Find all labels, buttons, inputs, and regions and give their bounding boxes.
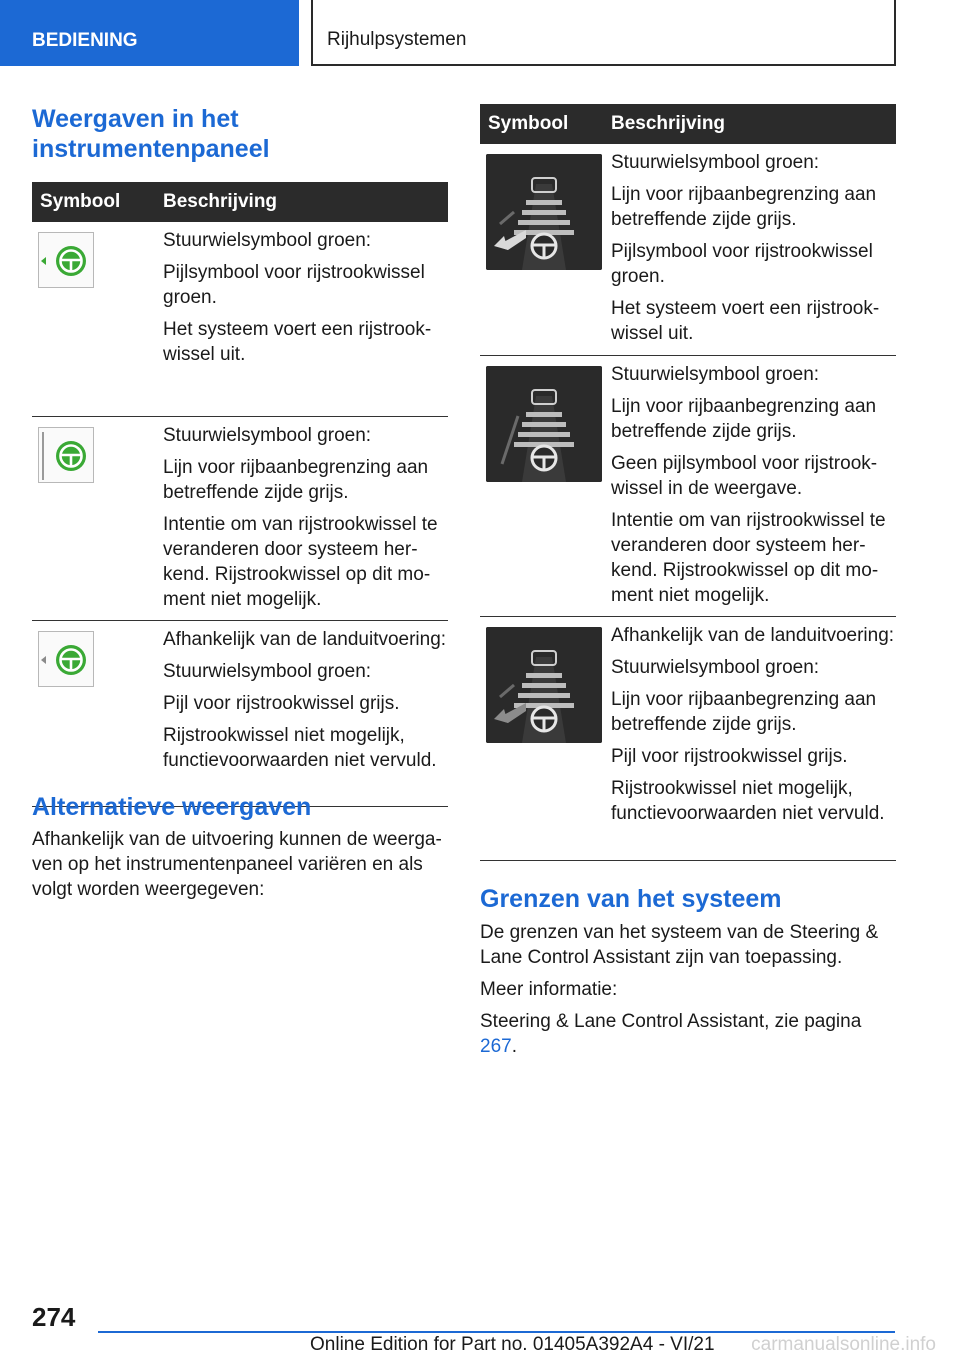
footer-edition: Online Edition for Part no. 01405A392A4 - VI/21 [310, 1334, 715, 1355]
description-line: Pijl voor rijstrookwissel grijs. [611, 745, 848, 767]
description-line: Afhankelijk van de landuitvoering: [611, 624, 895, 646]
row-description [603, 616, 896, 860]
description-line: Stuurwielsymbool groen: [163, 230, 372, 251]
footer-divider [98, 1331, 895, 1333]
table-row [32, 222, 448, 416]
row-description [155, 222, 448, 416]
page-header [0, 0, 960, 66]
row-description [603, 355, 896, 616]
lane-change-display-grey-arrow-icon [486, 627, 602, 743]
symbol-table-right [480, 104, 896, 861]
section-title-alternative: Alternatieve weergaven [32, 793, 312, 821]
steering-wheel-green-lane-line-icon [38, 427, 94, 483]
description-line: Stuurwielsymbool groen: [163, 424, 372, 446]
description-line: Pijlsymbool voor rijstrookwissel groen. [163, 262, 425, 308]
lane-change-display-arrow-icon [486, 154, 602, 270]
table-row [32, 620, 448, 806]
header-section-tab[interactable]: BEDIENING [0, 0, 299, 66]
section-title-displays [32, 104, 448, 164]
section-title-line-2: instrumentenpaneel [32, 135, 270, 163]
section-title-line-1: Weergaven in het [32, 105, 239, 133]
description-line: Het systeem voert een rijstrookwissel uit. [611, 298, 880, 344]
row-description [155, 416, 448, 620]
reference-text: Steering & Lane Control Assistant, zie pagina [480, 1011, 862, 1032]
watermark: carmanualsonline.info [751, 1334, 936, 1355]
description-line: Geen pijlsymbool voor rijstrookwissel in de weergave. [611, 452, 878, 499]
description-line: Stuurwielsymbool groen: [163, 660, 372, 682]
body-paragraph: De grenzen van het systeem van de Steering & Lane Control Assistant zijn van toepassing. [480, 922, 879, 968]
page-number: 274 [32, 1302, 76, 1332]
description-line: Rijstrookwissel niet mogelijk, functievoorwaarden niet vervuld. [163, 724, 437, 771]
alternative-body [32, 827, 448, 909]
column-header-symbol: Symbool [480, 104, 603, 144]
description-line: Rijstrookwissel niet mogelijk, functievoorwaarden niet vervuld. [611, 777, 885, 824]
description-line: Stuurwielsymbool groen: [611, 152, 820, 173]
lane-display-no-arrow-icon [486, 366, 602, 482]
description-line: Pijl voor rijstrookwissel grijs. [163, 692, 400, 714]
steering-wheel-green-grey-arrow-icon [38, 631, 94, 687]
column-header-description: Beschrijving [603, 104, 896, 144]
reference-suffix: . [511, 1036, 517, 1057]
table-row [480, 355, 896, 616]
body-paragraph [480, 1009, 896, 1059]
body-paragraph: Afhankelijk van de uitvoering kunnen de weergaven op het instrumentenpaneel variëren en als volgt worden weergegeven: [32, 829, 442, 900]
symbol-table-left [32, 182, 448, 807]
row-description [155, 620, 448, 806]
column-header-symbol: Symbool [32, 182, 155, 222]
page-reference-link[interactable]: 267 [480, 1036, 512, 1057]
description-line: Stuurwielsymbool groen: [611, 363, 820, 385]
table-header-row [32, 182, 448, 222]
body-paragraph: Meer informatie: [480, 979, 618, 1000]
description-line: Intentie om van rijstrookwissel te veranderen door systeem herkend. Rijstrookwissel op dit moment niet mogelijk. [611, 509, 886, 606]
description-line: Afhankelijk van de landuitvoering: [163, 628, 447, 650]
table-row [480, 616, 896, 860]
row-description [603, 144, 896, 355]
description-line: Lijn voor rijbaanbegrenzing aan betreffende zijde grijs. [611, 395, 877, 442]
table-row [32, 416, 448, 620]
description-line: Lijn voor rijbaanbegrenzing aan betreffende zijde grijs. [611, 184, 877, 230]
description-line: Lijn voor rijbaanbegrenzing aan betreffende zijde grijs. [611, 688, 877, 735]
description-line: Pijlsymbool voor rijstrookwissel groen. [611, 241, 873, 287]
description-line: Het systeem voert een rijstrookwissel uit. [163, 319, 432, 365]
section-title-limits: Grenzen van het systeem [480, 885, 782, 913]
description-line: Lijn voor rijbaanbegrenzing aan betreffende zijde grijs. [163, 456, 429, 503]
table-row [480, 144, 896, 355]
column-header-description: Beschrijving [155, 182, 448, 222]
description-line: Intentie om van rijstrookwissel te veranderen door systeem herkend. Rijstrookwissel op dit moment niet mogelijk. [163, 513, 438, 610]
steering-wheel-green-arrow-icon [38, 232, 94, 288]
description-line: Stuurwielsymbool groen: [611, 656, 820, 678]
header-chapter-title: Rijhulpsystemen [311, 0, 896, 66]
table-header-row [480, 104, 896, 144]
limits-body [480, 920, 896, 1066]
